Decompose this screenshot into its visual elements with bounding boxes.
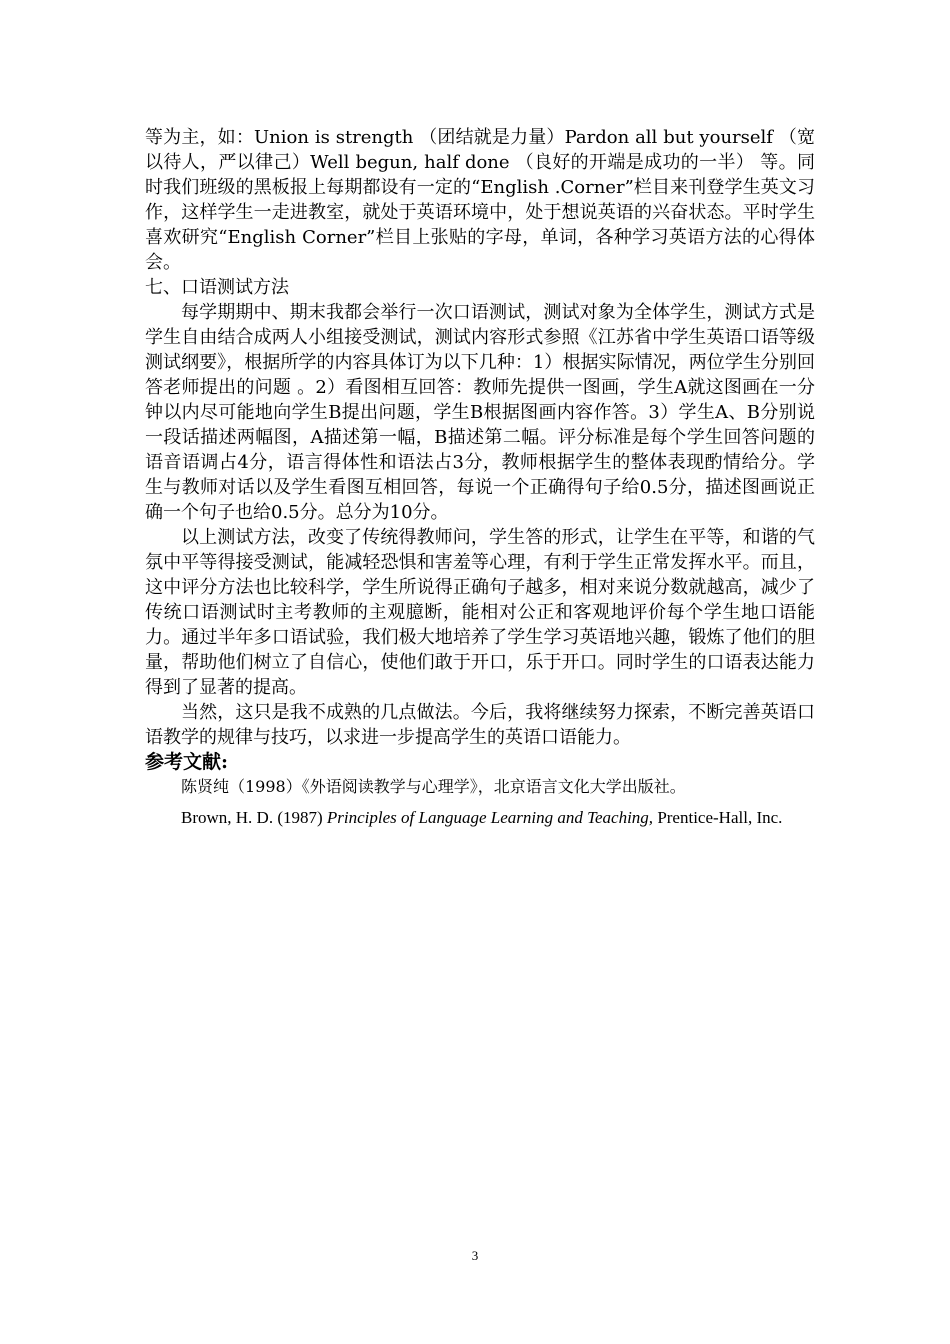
paragraph-intro: 等为主，如：Union is strength （团结就是力量）Pardon all but yourself （宽以待人，严以律己）Well begun, half done （良好的开端是成功的一半） 等。同时我们班级的黑板报上每期都设有一定的“English .Corner”栏目来刊登学生英文习作，这样学生一走进教室，就处于英语环境中，处于想说英语的兴奋状态。平时学生喜欢研究“English Corner”栏目上张贴的字母，单词，各种学习英语方法的心得体会。 xyxy=(145,127,815,273)
paragraph-test-method: 每学期期中、期末我都会举行一次口语测试，测试对象为全体学生，测试方式是学生自由结合成两人小组接受测试，测试内容形式参照《江苏省中学生英语口语等级测试纲要》，根据所学的内容具体订为以下几种：1）根据实际情况，两位学生分别回答老师提出的问题 。2）看图相互回答：教师先提供一图画，学生A就这图画在一分钟以内尽可能地向学生B提出问题，学生B根据图画内容作答。3）学生A、B分别说一段话描述两幅图，A描述第一幅，B描述第二幅。评分标准是每个学生回答问题的语音语调占4分，语言得体性和语法占3分，教师根据学生的整体表现酌情给分。学生与教师对话以及学生看图互相回答，每说一个正确得句子给0.5分，描述图画说正确一个句子也给0.5分。总分为10分。 xyxy=(145,302,815,523)
reference-item-2 xyxy=(145,799,815,837)
section-heading: 七、口语测试方法 xyxy=(145,277,289,298)
reference-2-publisher: Prentice-Hall, Inc. xyxy=(653,808,783,827)
reference-2-author: Brown, H. D. (1987) xyxy=(181,808,327,827)
reference-2-title: Principles of Language Learning and Teaching, xyxy=(326,808,654,827)
page-number: 3 xyxy=(471,1248,479,1263)
paragraph-conclusion: 当然，这只是我不成熟的几点做法。今后，我将继续努力探索，不断完善英语口语教学的规律与技巧，以求进一步提高学生的英语口语能力。 xyxy=(145,702,815,748)
references-heading: 参考文献: xyxy=(145,751,229,773)
paragraph-test-benefits: 以上测试方法，改变了传统得教师问，学生答的形式，让学生在平等，和谐的气氛中平等得接受测试，能减轻恐惧和害羞等心理，有利于学生正常发挥水平。而且，这中评分方法也比较科学，学生所说得正确句子越多，相对来说分数就越高，减少了传统口语测试时主考教师的主观臆断，能相对公正和客观地评价每个学生地口语能力。通过半年多口语试验，我们极大地培养了学生学习英语地兴趣，锻炼了他们的胆量，帮助他们树立了自信心，使他们敢于开口，乐于开口。同时学生的口语表达能力得到了显著的提高。 xyxy=(145,527,815,698)
reference-item-1: 陈贤纯（1998）《外语阅读教学与心理学》，北京语言文化大学出版社。 xyxy=(181,777,686,796)
document-body xyxy=(145,125,815,837)
